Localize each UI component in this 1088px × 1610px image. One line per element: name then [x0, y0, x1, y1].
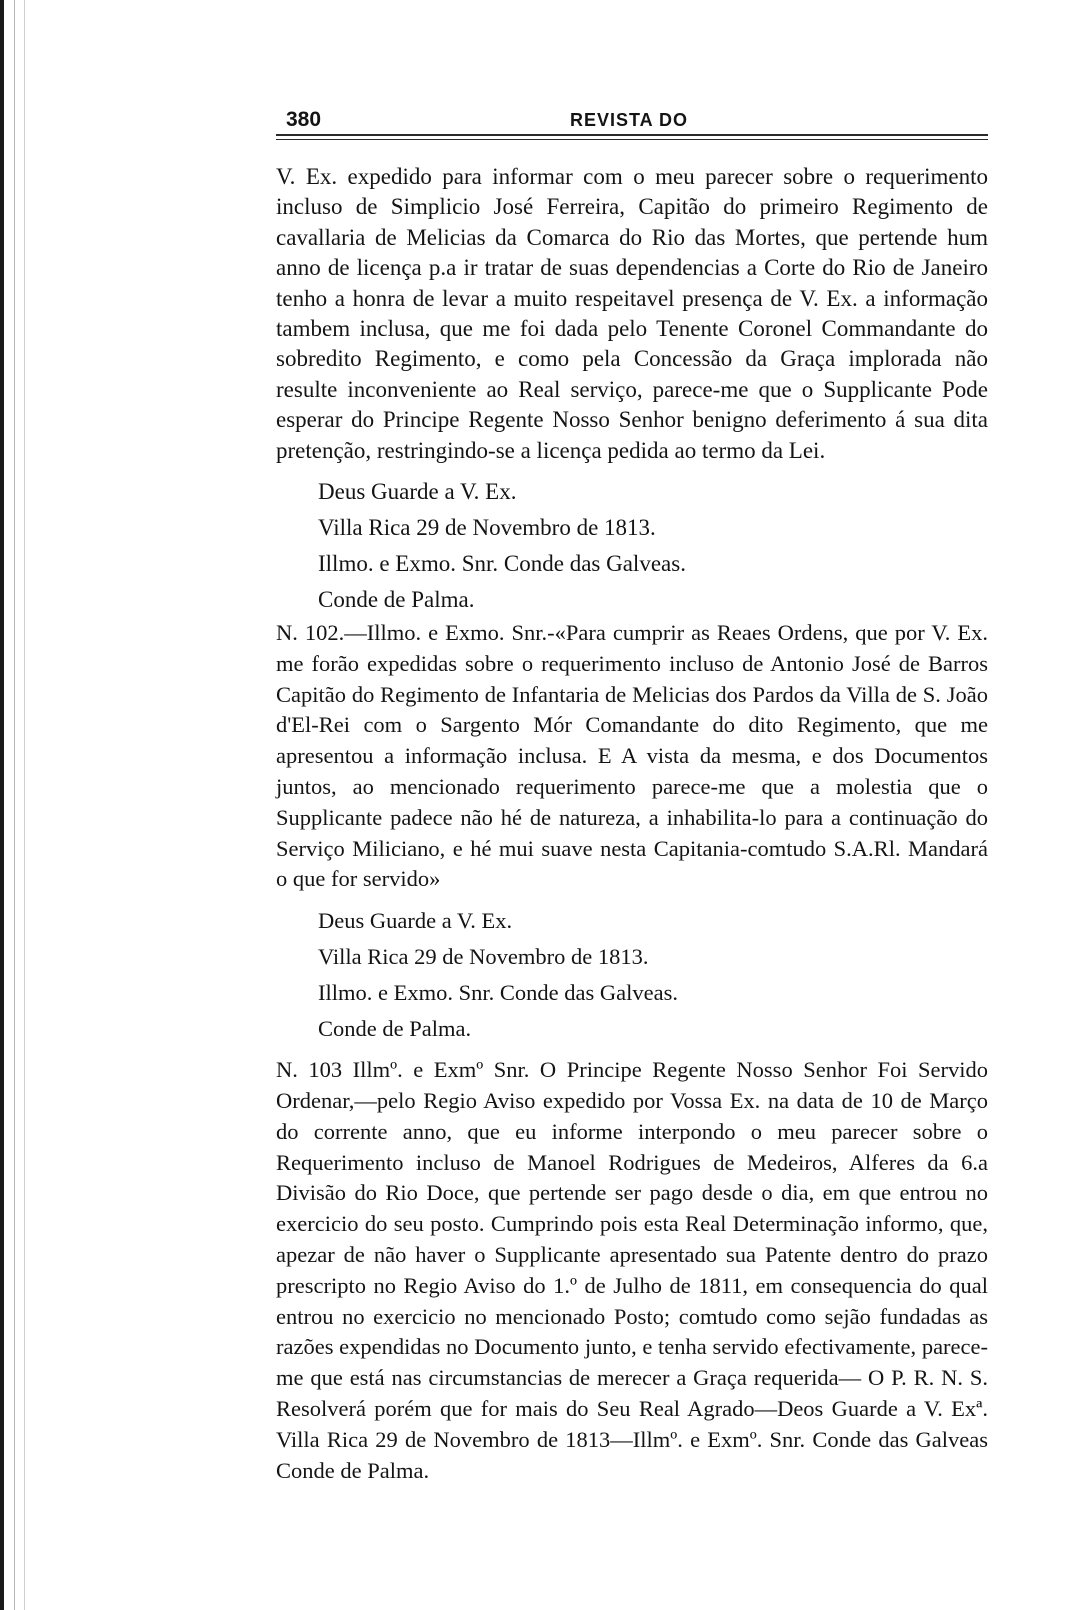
document-body-continued	[276, 618, 988, 1486]
page-edge-shadow	[0, 0, 4, 1610]
page-edge-line-inner	[24, 0, 25, 1610]
closing-salutation: Deus Guarde a V. Ex.	[318, 479, 517, 505]
running-head	[276, 100, 988, 134]
closing-addressee: Illmo. e Exmo. Snr. Conde das Galveas.	[318, 551, 686, 577]
document-page	[276, 100, 988, 1486]
closing-signature: Conde de Palma.	[318, 587, 475, 613]
journal-title: REVISTA DO	[570, 110, 689, 130]
closing-addressee: Illmo. e Exmo. Snr. Conde das Galveas.	[318, 980, 678, 1006]
header-rule	[276, 134, 988, 140]
closing-signature: Conde de Palma.	[318, 1016, 472, 1042]
paragraph-1: V. Ex. expedido para informar com o meu parecer sobre o requerimento incluso de Simplicio José Ferreira, Capitão do primeiro Regimento de cavallaria de Melicias da Comarca do Rio das Mortes, que pertende hum anno de licença p.a ir tratar de suas dependencias a Corte do Rio de Janeiro tenho a honra de levar a muito respeitavel presença de V. Ex. a informação tambem inclusa, que me foi dada pelo Tenente Coronel Commandante do sobredito Regimento, e como pela Concessão da Graça implorada não resulte inconveniente ao Real serviço, parece-me que o Supplicante Pode esperar do Principe Regente Nosso Senhor benigno deferimento á sua dita pretenção, restringindo-se a licença pedida ao termo da Lei.	[276, 164, 988, 463]
closing-date: Villa Rica 29 de Novembro de 1813.	[318, 944, 649, 970]
closing-date: Villa Rica 29 de Novembro de 1813.	[318, 515, 656, 541]
paragraph-3: N. 103 Illmº. e Exmº Snr. O Principe Regente Nosso Senhor Foi Servido Ordenar,—pelo Regio Aviso expedido por Vossa Ex. na data de 10 de Março do corrente anno, que eu informe interpondo o meu parecer sobre o Requerimento incluso de Manoel Rodrigues de Medeiros, Alferes da 6.a Divisão do Rio Doce, que pertende ser pago desde o dia, em que entrou no exercicio do seu posto. Cumprindo pois esta Real Determinação informo, que, apezar de não haver o Supplicante apresentado sua Patente dentro do prazo prescripto no Regio Aviso do 1.º de Julho de 1811, em consequencia do qual entrou no exercicio no mencionado Posto; comtudo como sejão fundadas as razões expendidas no Documento junto, e tenha servido efectivamente, parece-me que está nas circumstancias de merecer a Graça requerida— O P. R. N. S. Resolverá porém que for mais do Seu Real Agrado—Deos Guarde a V. Exª. Villa Rica 29 de Novembro de 1813—Illmº. e Exmº. Snr. Conde das Galveas Conde de Palma.	[276, 1057, 988, 1483]
page-edge-line	[14, 0, 15, 1610]
closing-block-1	[276, 474, 988, 618]
closing-block-2	[276, 903, 988, 1047]
paragraph-2: N. 102.—Illmo. e Exmo. Snr.-«Para cumprir as Reaes Ordens, que por V. Ex. me forão expedidas sobre o requerimento incluso de Antonio José de Barros Capitão do Regimento de Infantaria de Melicias dos Pardos da Villa de S. João d'El-Rei com o Sargento Mór Comandante do dito Regimento, que me apresentou a informação inclusa. E A vista da mesma, e dos Documentos juntos, ao mencionado requerimento parece-me que a molestia que o Supplicante padece não hé de natureza, a inhabilita-lo para a continuação do Serviço Miliciano, e hé mui suave nesta Capitania-comtudo S.A.Rl. Mandará o que for servido»	[276, 620, 988, 892]
closing-salutation: Deus Guarde a V. Ex.	[318, 908, 513, 934]
page-number: 380	[286, 108, 322, 131]
document-body	[276, 162, 988, 618]
